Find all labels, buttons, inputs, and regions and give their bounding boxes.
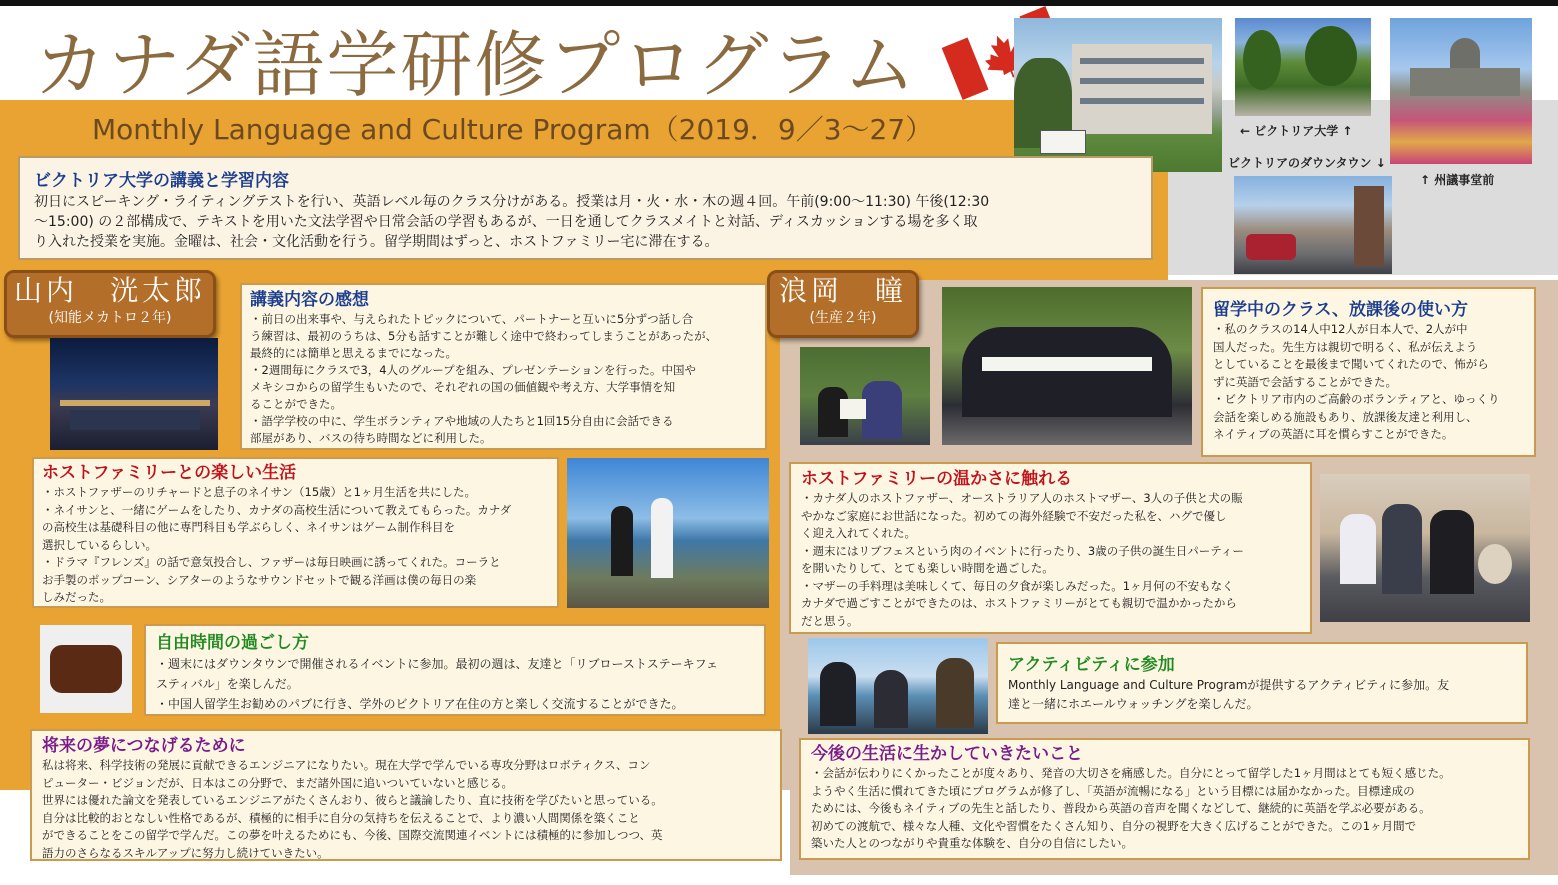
lecture-heading: 講義内容の感想 [250, 290, 369, 310]
parliament-photo [1390, 18, 1532, 164]
free-time-text: ・週末にはダウンタウンで開催されるイベントに参加。最初の週は、友達と「リブローストステーキフェ スティバル」を楽しんだ。 ・中国人留学生お勧めのパブに行き、学外のビクトリア在住の方と楽しく交流することができた。 [156, 657, 718, 711]
downtown-photo [1234, 176, 1392, 274]
host-family-1-heading: ホストファミリーとの楽しい生活 [42, 463, 297, 483]
free-time-box [144, 624, 766, 716]
future-box [799, 738, 1530, 860]
student2-name: 浪岡 瞳 [778, 274, 907, 307]
student1-dept: (知能メカトロ２年) [48, 310, 172, 326]
student2-namecard [767, 270, 919, 338]
lecture-box [240, 283, 767, 450]
group-photo [942, 287, 1192, 445]
page-subtitle: Monthly Language and Culture Program（2019．9／3～27） [92, 113, 934, 146]
activity-box [996, 642, 1528, 724]
free-time-heading: 自由時間の過ごし方 [156, 633, 309, 653]
caption-parliament: ↑ 州議事堂前 [1420, 173, 1495, 187]
intro-heading: ビクトリア大学の講義と学習内容 [34, 171, 289, 191]
lecture-text: ・前日の出来事や、与えられたトピックについて、パートナーと互いに5分ずつ話し合 う練習は、最初のうちは、5分も話すことが難しく途中で終わってしまうことがあったが、 最終的には簡単と思えるまでになった。 ・2週間毎にクラスで3，4人のグループを組み、プレゼンテーションを行った。中国や メキシコからの留学生もいたので、それぞれの国の価値観や考え方、大学事情を知 ることができた。 ・語学学校の中に、学生ボランティアや地域の人たちと1回15分自由に会話できる 部屋があり、バスの待ち時間などに利用した。 [250, 312, 718, 445]
coast-photo [567, 458, 769, 608]
student1-namecard [4, 270, 216, 338]
dream-heading: 将来の夢につなげるために [42, 736, 246, 756]
student1-name: 山内 洸太郎 [13, 274, 206, 307]
student2-dept: (生産２年) [809, 310, 877, 326]
whale-watching-photo [808, 638, 988, 734]
uvic-building-photo [1014, 18, 1222, 172]
class-life-heading: 留学中のクラス、放課後の使い方 [1213, 300, 1468, 320]
caption-uvic: ← ビクトリア大学 ↑ [1240, 124, 1353, 138]
ribs-photo [40, 625, 132, 713]
uvic-campus-photo [1235, 18, 1371, 116]
host-family-1-box [32, 457, 559, 608]
dream-text: 私は将来、科学技術の発展に貢献できるエンジニアになりたい。現在大学で学んでいる専攻分野はロボティクス、コン ピューター・ビジョンだが、日本はこの分野で、まだ諸外国に追いついていないと感じる。 世界には優れた論文を発表しているエンジニアがたくさんおり、彼らと議論したり、直に技術を学びたいと思っている。 自分は比較的おとなしい性格であるが、積極的に相手に自分の気持ちを伝えることで、より濃い人間関係を築くこと ができることをこの留学で学んだ。この夢を叶えるためにも、今後、国際交流関連イベントには積極的に参加しつつ、英 語力のさらなるスキルアップに努力し続けていきたい。 [42, 758, 663, 860]
night-harbour-photo [50, 338, 218, 450]
top-border [0, 0, 1558, 6]
host-family-2-box [789, 462, 1312, 634]
activity-heading: アクティビティに参加 [1008, 655, 1175, 675]
page-title: カナダ語学研修プログラム [34, 23, 918, 107]
future-text: ・会話が伝わりにくかったことが度々あり、発音の大切さを痛感した。自分にとって留学した1ヶ月間はとても短く感じた。 ようやく生活に慣れてきた頃にプログラムが修了し、「英語が流暢になる」という目標には届かなかった。目標達成の ためには、今後もネイティブの先生と話したり、普段から英語の音声を聞くなどして、継続的に英語を学ぶ必要がある。 初めての渡航で、様々な人種、文化や習慣をたくさん知り、自分の視野を大きく広げることができた。この1ヶ月間で 築いた人とのつながりや貴重な体験を、自分の自信にしたい。 [811, 766, 1451, 850]
host-family-2-text: ・カナダ人のホストファザー、オーストラリア人のホストマザー、3人の子供と犬の賑 やかなご家庭にお世話になった。初めての海外経験で不安だった私を、ハグで優し く迎え入れてくれた。 ・週末にはリブフェスという肉のイベントに行ったり、3歳の子供の誕生日パーティー を開いたりして、とても楽しい時間を過ごした。 ・マザーの手料理は美味しくて、毎日の夕食が楽しみだった。1ヶ月何の不安もなく カナダで過ごすことができたのは、ホストファミリーがとても親切で温かかったから だと思う。 [801, 491, 1244, 628]
activity-text: Monthly Language and Culture Programが提供するアクティビティに参加。友 達と一緒にホエールウォッチングを楽しんだ。 [1008, 678, 1450, 711]
caption-downtown: ビクトリアのダウンタウン ↓ [1228, 156, 1386, 170]
host-family-photo [1320, 474, 1530, 622]
class-life-text: ・私のクラスの14人中12人が日本人で、2人が中 国人だった。先生方は親切で明るく、私が伝えよう としていることを最後まで聞いてくれたので、怖がら ずに英語で会話することができた。 ・ビクトリア市内のご高齢のボランティアと、ゆっくり 会話を楽しめる施設もあり、放課後友達と利用し、 ネイティブの英語に耳を慣らすことができた。 [1213, 322, 1500, 441]
certificate-photo [800, 347, 930, 445]
intro-box [18, 156, 1153, 260]
class-life-box [1201, 287, 1536, 457]
dream-box [30, 729, 782, 861]
host-family-2-heading: ホストファミリーの温かさに触れる [801, 469, 1073, 489]
future-heading: 今後の生活に生かしていきたいこと [811, 744, 1083, 764]
host-family-1-text: ・ホストファザーのリチャードと息子のネイサン（15歳）と1ヶ月生活を共にした。 ・ネイサンと、一緒にゲームをしたり、カナダの高校生活について教えてもらった。カナダ の高校生は基礎科目の他に専門科目も学ぶらしく、ネイサンはゲーム制作科目を 選択しているらしい。 ・ドラマ『フレンズ』の話で意気投合し、ファザーは毎日映画に誘ってくれた。コーラと お手製のポップコーン、シアターのようなサウンドセットで観る洋画は僕の毎日の楽 しみだった。 [42, 485, 512, 604]
intro-text: 初日にスピーキング・ライティングテストを行い、英語レベル毎のクラス分けがある。授業は月・火・水・木の週４回。午前(9:00～11:30) 午後(12:30 ～15:00) の２部構成で、テキストを用いた文法学習や日常会話の学習もあるが、一日を通してクラスメイトと対話、ディスカッションする場を多く取 り入れた授業を実施。金曜は、社会・文化活動を行う。留学期間はずっと、ホストファミリー宅に滞在する。 [34, 194, 990, 250]
